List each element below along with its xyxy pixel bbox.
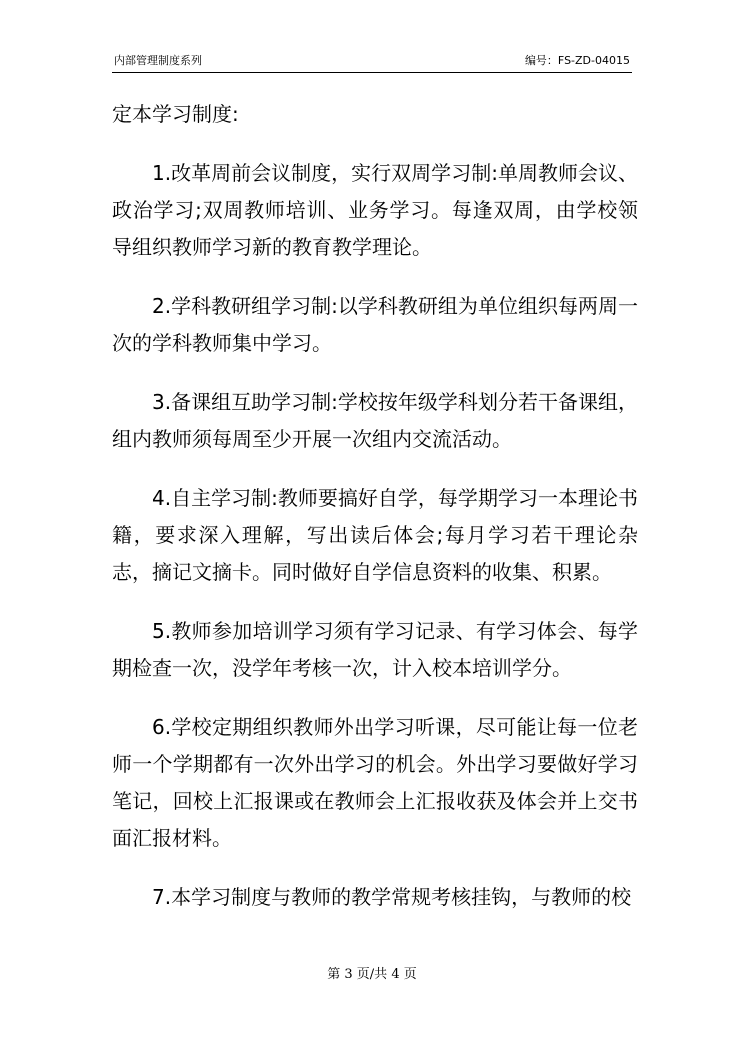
document-body: [112, 96, 638, 938]
paragraph-item-2: 2.学科教研组学习制:以学科教研组为单位组织每两周一次的学科教师集中学习。: [112, 294, 638, 355]
paragraph-item-7: 7.本学习制度与教师的教学常规考核挂钩，与教师的校: [152, 885, 632, 909]
page-header: [112, 52, 632, 73]
paragraph-item-4: 4.自主学习制:教师要搞好自学，每学期学习一本理论书籍，要求深入理解，写出读后体会;每月学习若干理论杂志，摘记文摘卡。同时做好自学信息资料的收集、积累。: [112, 486, 638, 584]
header-document-number: 编号：FS-ZD-04015: [524, 54, 630, 67]
paragraph-item-6: 6.学校定期组织教师外出学习听课，尽可能让每一位老师一个学期都有一次外出学习的机会。外出学习要做好学习笔记，回校上汇报课或在教师会上汇报收获及体会并上交书面汇报材料。: [112, 715, 638, 850]
paragraph-item-3: 3.备课组互助学习制:学校按年级学科划分若干备课组，组内教师须每周至少开展一次组内交流活动。: [112, 390, 638, 451]
paragraph-intro: 定本学习制度:: [112, 102, 239, 126]
page-footer: [0, 966, 744, 984]
page-number: 第 3 页/共 4 页: [327, 967, 417, 982]
paragraph-item-5: 5.教师参加培训学习须有学习记录、有学习体会、每学期检查一次，没学年考核一次，计入校本培训学分。: [112, 619, 638, 680]
header-series-title: 内部管理制度系列: [114, 54, 202, 67]
paragraph-item-1: 1.改革周前会议制度，实行双周学习制:单周教师会议、政治学习;双周教师培训、业务学习。每逢双周，由学校领导组织教师学习新的教育教学理论。: [112, 161, 638, 259]
